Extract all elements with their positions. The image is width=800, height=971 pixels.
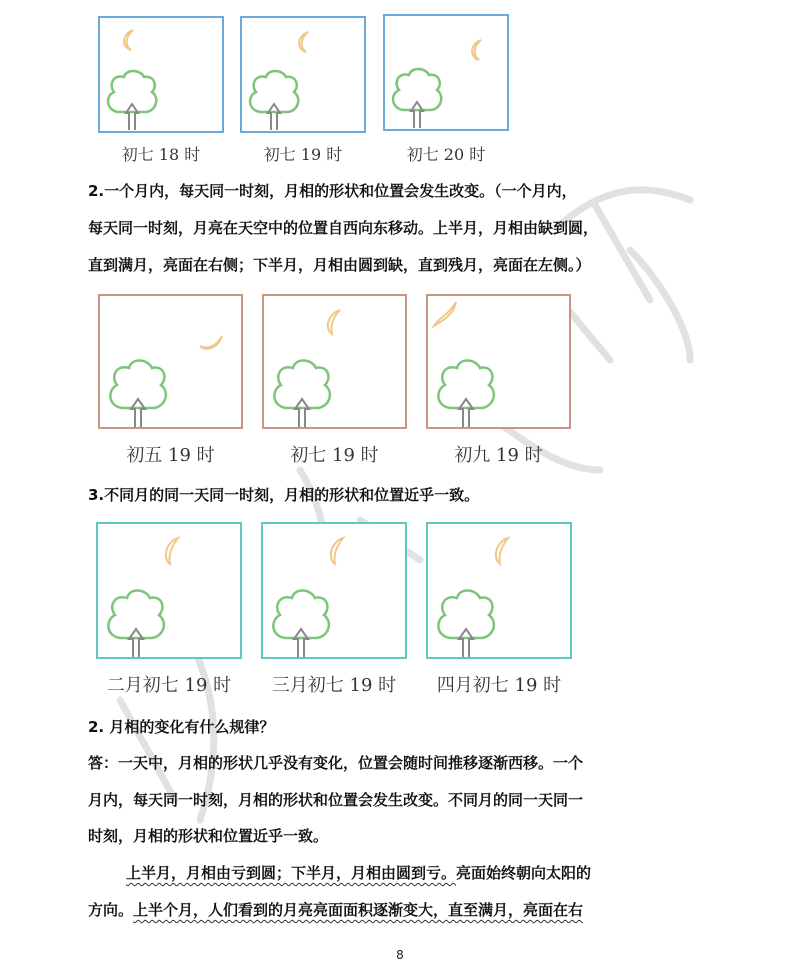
panel-1-2 xyxy=(240,16,366,133)
caption-3-1: 二月初七 19 时 xyxy=(106,675,232,696)
panel-2-1 xyxy=(98,294,243,429)
panel-3-3 xyxy=(426,522,572,659)
tree-icon xyxy=(393,69,441,128)
moon-icon xyxy=(328,310,340,334)
tree-icon xyxy=(108,71,156,130)
panel-3-1 xyxy=(96,522,242,659)
underlined-phrase-1: 上半月，月相由亏到圆；下半月，月相由圆到亏。 xyxy=(126,864,457,882)
section-2-line-3: 直到满月，亮面在右侧；下半月，月相由圆到缺，直到残月，亮面在左侧。） xyxy=(88,256,591,274)
answer-line-1: 答：一天中，月相的形状几乎没有变化，位置会随时间推移逐渐西移。一个 xyxy=(88,754,584,772)
caption-1-1: 初七 18 时 xyxy=(121,145,201,164)
section-2-line-1: 2.一个月内，每天同一时刻，月相的形状和位置会发生改变。（一个月内， xyxy=(88,182,577,200)
panel-1-1 xyxy=(98,16,224,133)
moon-icon xyxy=(166,538,178,564)
section-3-line-1: 3.不同月的同一天同一时刻，月相的形状和位置近乎一致。 xyxy=(88,486,480,504)
caption-2-3: 初九 19 时 xyxy=(454,445,543,466)
tree-icon xyxy=(274,361,330,428)
tree-icon xyxy=(108,591,164,658)
moon-icon xyxy=(472,40,481,60)
caption-1-2: 初七 19 时 xyxy=(263,145,343,164)
caption-1-3: 初七 20 时 xyxy=(406,145,486,164)
panel-2-2 xyxy=(262,294,407,429)
moon-icon xyxy=(434,302,456,326)
underlined-phrase-2: 上半个月，人们看到的月亮亮面面积逐渐变大，直至满月，亮面在右 xyxy=(133,901,584,919)
answer-para-2-line-1 xyxy=(126,856,728,891)
panel-3-2 xyxy=(261,522,407,659)
answer-text: 方向。 xyxy=(88,901,134,919)
caption-3-3: 四月初七 19 时 xyxy=(436,675,562,696)
caption-3-2: 三月初七 19 时 xyxy=(271,675,397,696)
moon-icon xyxy=(200,336,222,349)
moon-icon xyxy=(496,538,508,564)
panel-1-3 xyxy=(383,14,509,131)
answer-text: 亮面始终朝向太阳的 xyxy=(456,864,592,882)
tree-icon xyxy=(438,591,494,658)
question-title: 2. 月相的变化有什么规律？ xyxy=(88,718,275,736)
moon-icon xyxy=(299,32,308,52)
moon-icon xyxy=(124,30,133,50)
tree-icon xyxy=(250,71,298,130)
caption-2-1: 初五 19 时 xyxy=(126,445,215,466)
tree-icon xyxy=(273,591,329,658)
section-2-line-2: 每天同一时刻，月亮在天空中的位置自西向东移动。上半月，月相由缺到圆， xyxy=(88,219,599,237)
panel-2-3 xyxy=(426,294,571,429)
answer-line-3: 时刻，月相的形状和位置近乎一致。 xyxy=(88,827,329,845)
page-number: 8 xyxy=(396,948,404,962)
caption-2-2: 初七 19 时 xyxy=(290,445,379,466)
answer-line-2: 月内，每天同一时刻，月相的形状和位置会发生改变。不同月的同一天同一 xyxy=(88,791,584,809)
tree-icon xyxy=(110,361,166,428)
moon-icon xyxy=(331,538,343,564)
tree-icon xyxy=(438,361,494,428)
answer-para-2-line-2 xyxy=(88,893,728,928)
